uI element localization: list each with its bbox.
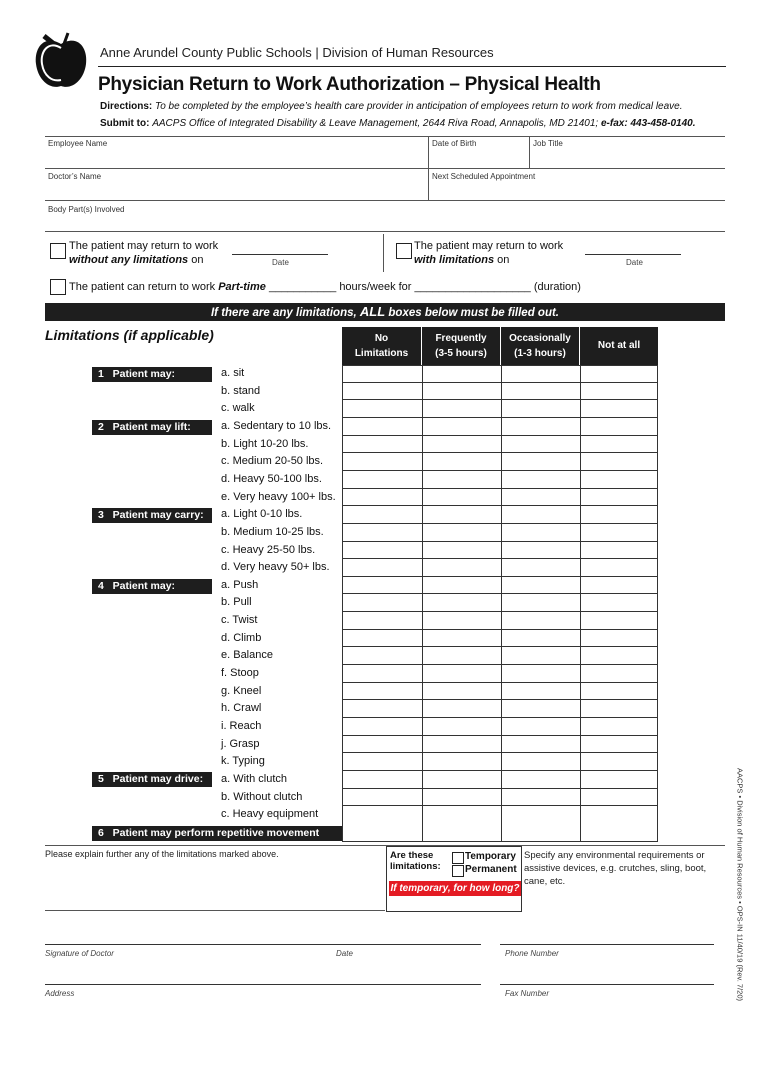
submit-label: Submit to: xyxy=(100,118,150,129)
grid-row-divider xyxy=(343,558,657,559)
limitation-row-label: a. sit xyxy=(221,367,245,379)
limitation-row-label: a. Light 0-10 lbs. xyxy=(221,508,303,521)
limitation-row-label: b. Without clutch xyxy=(221,790,303,803)
section-6-label: 6 Patient may perform repetitive movement xyxy=(92,826,342,841)
header-frequently: Frequently (3-5 hours) xyxy=(422,327,500,365)
grid-row-divider xyxy=(343,646,657,647)
limitation-row-label: d. Heavy 50-100 lbs. xyxy=(221,472,322,485)
org-name: Anne Arundel County Public Schools | Division of Human Resources xyxy=(100,45,494,60)
with-date-label: Date xyxy=(626,258,643,267)
section-3-label: 3 Patient may carry: xyxy=(92,508,212,523)
limitation-row-label: j. Grasp xyxy=(221,737,260,750)
part-time-text: The patient can return to work Part-time ___________ hours/week for ___________________ (duration) xyxy=(69,281,581,293)
explain-label: Please explain further any of the limitations marked above. xyxy=(45,849,279,859)
are-these-label: Are these limitations: xyxy=(390,850,441,872)
directions-text: To be completed by the employee’s health care provider in anticipation of employees return to work from medical leave. xyxy=(155,101,683,112)
limitation-row-label: a. Sedentary to 10 lbs. xyxy=(221,419,332,432)
grid-row-divider xyxy=(343,629,657,630)
address-label: Address xyxy=(45,989,75,998)
grid-row-divider xyxy=(343,699,657,700)
job-title-label: Job Title xyxy=(533,139,563,148)
limitation-row-label: a. Push xyxy=(221,578,259,591)
without-limitations-text: The patient may return to work without any limitations on xyxy=(69,240,219,266)
signature-doctor-label: Signature of Doctor xyxy=(45,949,114,958)
grid-row-divider xyxy=(343,576,657,577)
part-time-checkbox[interactable] xyxy=(50,279,66,295)
limitation-row-label: e. Balance xyxy=(221,649,273,662)
limitation-row-label: e. Very heavy 100+ lbs. xyxy=(221,490,336,503)
permanent-label: Permanent xyxy=(465,864,517,875)
grid-row-divider xyxy=(343,399,657,400)
limitation-row-label: k. Typing xyxy=(221,755,265,768)
grid-row-divider xyxy=(343,682,657,683)
grid-row-divider xyxy=(343,788,657,789)
aacps-apple-logo xyxy=(30,30,92,92)
signature-date-label: Date xyxy=(336,949,353,958)
grid-row-divider xyxy=(343,523,657,524)
limitation-row-label: c. Medium 20-50 lbs. xyxy=(221,455,324,468)
without-limitations-checkbox[interactable] xyxy=(50,243,66,259)
grid-row-divider xyxy=(343,717,657,718)
section-5-label: 5 Patient may drive: xyxy=(92,772,212,787)
permanent-checkbox[interactable] xyxy=(452,865,464,877)
limitation-row-label: c. Heavy 25-50 lbs. xyxy=(221,543,316,556)
limitation-row-label: b. Medium 10-25 lbs. xyxy=(221,525,324,538)
header-no-limitations: No Limitations xyxy=(342,327,421,365)
submit-to xyxy=(100,118,696,129)
directions-label: Directions: xyxy=(100,101,153,112)
form-id-vertical: AACPS • Division of Human Resources • OPS-IN 11/40/19 (Rev. 7/20) xyxy=(735,768,745,1001)
limitation-row-label: b. Pull xyxy=(221,596,252,609)
temporary-label: Temporary xyxy=(465,851,516,862)
efax-number: e-fax: 443-458-0140. xyxy=(601,118,696,129)
employee-name-label: Employee Name xyxy=(48,139,108,148)
environment-label: Specify any environmental requirements or assistive devices, e.g. crutches, sling, boot, cane, etc. xyxy=(524,850,707,887)
section-4-label: 4 Patient may: xyxy=(92,579,212,594)
grid-row-divider xyxy=(343,593,657,594)
grid-row-divider xyxy=(343,805,657,806)
limitations-banner: If there are any limitations, ALL boxes below must be filled out. xyxy=(45,303,725,321)
fax-number-label: Fax Number xyxy=(505,989,550,998)
limitations-heading: Limitations (if applicable) xyxy=(45,327,214,343)
how-long-banner: If temporary, for how long? xyxy=(390,883,520,894)
limitation-row-label: c. Heavy equipment xyxy=(221,808,319,821)
grid-row-divider xyxy=(343,770,657,771)
header-not-at-all: Not at all xyxy=(580,327,658,365)
limitation-row-label: f. Stoop xyxy=(221,667,259,680)
grid-row-divider xyxy=(343,735,657,736)
with-limitations-checkbox[interactable] xyxy=(396,243,412,259)
limitation-row-label: g. Kneel xyxy=(221,684,262,697)
limitations-grid[interactable] xyxy=(342,365,658,842)
submit-text: AACPS Office of Integrated Disability & Leave Management, 2644 Riva Road, Annapolis, MD 21401; xyxy=(152,118,599,129)
body-parts-label: Body Part(s) Involved xyxy=(48,205,125,214)
grid-row-divider xyxy=(343,382,657,383)
page-title: Physician Return to Work Authorization – Physical Health xyxy=(98,74,601,95)
next-appointment-label: Next Scheduled Appointment xyxy=(432,172,536,181)
limitation-row-label: b. stand xyxy=(221,384,261,397)
doctors-name-label: Doctor’s Name xyxy=(48,172,102,181)
grid-row-divider xyxy=(343,452,657,453)
limitation-row-label: a. With clutch xyxy=(221,772,288,785)
grid-row-divider xyxy=(343,488,657,489)
grid-row-divider xyxy=(343,752,657,753)
limitation-row-label: b. Light 10-20 lbs. xyxy=(221,437,309,450)
grid-row-divider xyxy=(343,541,657,542)
limitation-row-label: i. Reach xyxy=(221,720,262,732)
section-2-label: 2 Patient may lift: xyxy=(92,420,212,435)
grid-row-divider xyxy=(343,435,657,436)
limitation-row-label: d. Climb xyxy=(221,631,262,644)
limitation-row-label: c. walk xyxy=(221,402,255,415)
grid-row-divider xyxy=(343,505,657,506)
header-occasionally: Occasionally (1-3 hours) xyxy=(501,327,579,365)
limitation-row-label: h. Crawl xyxy=(221,702,262,715)
phone-number-label: Phone Number xyxy=(505,949,559,958)
limitation-row-label: d. Very heavy 50+ lbs. xyxy=(221,561,330,574)
grid-row-divider xyxy=(343,611,657,612)
grid-row-divider xyxy=(343,470,657,471)
grid-row-divider xyxy=(343,664,657,665)
grid-row-divider xyxy=(343,417,657,418)
dob-label: Date of Birth xyxy=(432,139,477,148)
with-limitations-text: The patient may return to work with limitations on xyxy=(414,240,564,266)
without-date-label: Date xyxy=(272,258,289,267)
section-1-label: 1 Patient may: xyxy=(92,367,212,382)
temporary-checkbox[interactable] xyxy=(452,852,464,864)
directions xyxy=(100,101,683,112)
limitation-row-label: c. Twist xyxy=(221,614,258,627)
